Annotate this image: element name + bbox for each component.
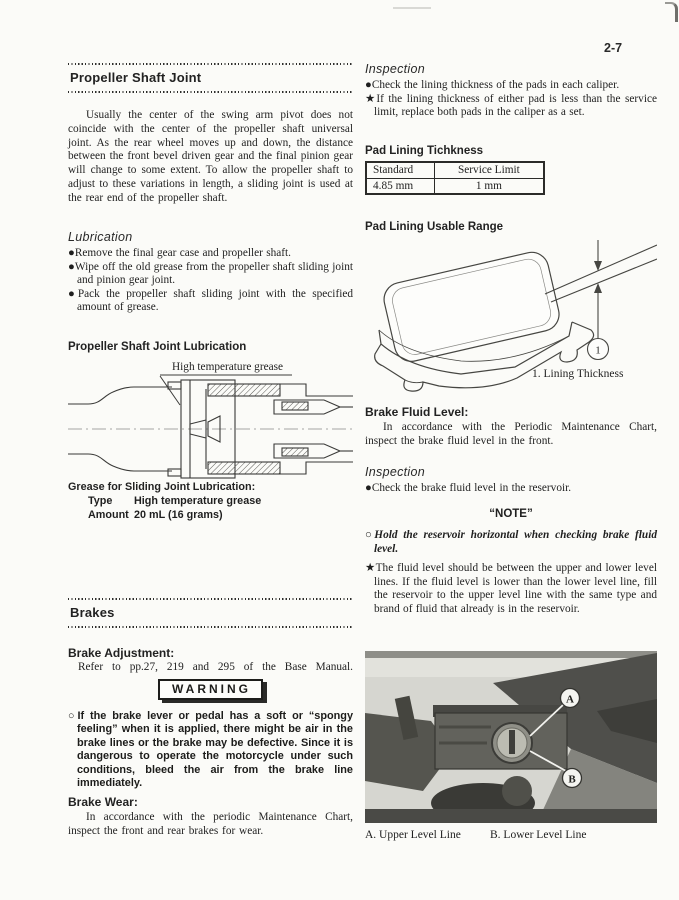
grease-spec-block	[68, 480, 353, 522]
brake-adjustment-body: Refer to pp.27, 219 and 295 of the Base Manual.	[78, 661, 353, 673]
warning-badge: WARNING	[158, 679, 263, 700]
reservoir-photo	[365, 651, 657, 823]
list-item	[365, 93, 657, 120]
dot-bullet: ●	[365, 482, 372, 494]
circle-bullet: ○	[365, 529, 375, 541]
inspection-title-2: Inspection	[365, 465, 425, 479]
step-text: Check the brake fluid level in the reservoir.	[371, 482, 572, 494]
pad-diagram-caption: 1. Lining Thickness	[532, 368, 624, 380]
table-cell: 1 mm	[434, 178, 544, 194]
pad-diagram-title: Pad Lining Usable Range	[365, 221, 504, 233]
callout-1: 1	[595, 344, 601, 357]
warning-badge-wrap	[68, 679, 353, 700]
left-column	[68, 0, 353, 900]
section-propeller-shaft-joint-header	[68, 63, 353, 93]
section-title: Propeller Shaft Joint	[70, 70, 202, 85]
brake-fluid-body: In accordance with the Periodic Maintenance Chart, inspect the brake fluid level in the front.	[365, 421, 657, 447]
pad-lining-table	[365, 161, 545, 195]
step-text: Pack the propeller shaft sliding joint with the specified amount of grease.	[77, 287, 354, 314]
note-text: Hold the reservoir horizontal when checking brake fluid level.	[374, 529, 657, 555]
spec-value: 20 mL (16 grams)	[134, 509, 223, 521]
list-item	[68, 261, 353, 288]
spec-value: High temperature grease	[134, 495, 262, 507]
page-number: 2-7	[604, 41, 623, 55]
list-item	[68, 288, 353, 315]
spec-row	[68, 494, 353, 508]
photo-captions	[365, 829, 657, 841]
dot-bullet: ●	[68, 287, 78, 300]
brake-wear-body: In accordance with the periodic Maintenance Chart, inspect the front and rear brakes for wear.	[68, 811, 353, 837]
grease-label: High temperature grease	[172, 361, 284, 373]
pad-table-title: Pad Lining Tichkness	[365, 145, 484, 157]
inspection-steps-1	[365, 79, 657, 120]
section-title: Brakes	[70, 605, 115, 620]
warning-text: If the brake lever or pedal has a soft or “spongy feeling” when it is applied, there might be air in the brake lines or the brake may be defective. Since it is dangerous to operate the motorcycle under such conditions, bleed the air from the brake line immediately.	[77, 710, 354, 790]
propeller-shaft-diagram	[68, 356, 353, 480]
star-bullet: ★	[365, 562, 376, 574]
note-item	[365, 562, 657, 616]
dot-bullet: ●	[68, 247, 75, 259]
list-item	[68, 247, 353, 261]
dotted-rule	[68, 63, 353, 65]
grease-spec-title: Grease for Sliding Joint Lubrication:	[68, 481, 256, 493]
section-brakes-header	[68, 598, 353, 628]
callout-a: A	[566, 693, 574, 706]
spec-key: Amount	[88, 509, 129, 521]
dotted-rule	[68, 91, 353, 93]
table-header-cell: Standard	[366, 162, 434, 178]
step-text: Remove the final gear case and propeller shaft.	[74, 247, 291, 259]
inspection-step-2	[365, 482, 657, 496]
note-text: The fluid level should be between the upper and lower level lines. If the fluid level is lower than the lower level line, fill the reservoir to the upper level line with the same type and brand of fluid that already is in the reservoir.	[374, 562, 657, 615]
list-item	[365, 79, 657, 93]
circle-bullet: ○	[68, 710, 78, 722]
brake-adjustment-title: Brake Adjustment:	[68, 646, 175, 660]
table-cell: 4.85 mm	[366, 178, 434, 194]
dotted-rule	[68, 598, 353, 600]
step-text: If the lining thickness of either pad is less than the service limit, replace both pads in the caliper as a set.	[374, 92, 657, 119]
spec-row	[68, 508, 353, 522]
lubrication-steps	[68, 247, 353, 315]
note-item	[365, 529, 657, 556]
lubrication-title: Lubrication	[68, 230, 133, 244]
brake-wear-title: Brake Wear:	[68, 795, 138, 809]
caption-upper-level: A. Upper Level Line	[365, 829, 461, 841]
dot-bullet: ●	[365, 79, 372, 91]
spec-key: Type	[88, 495, 113, 507]
caption-lower-level: B. Lower Level Line	[490, 829, 587, 841]
step-text: Check the lining thickness of the pads in each caliper.	[371, 79, 620, 91]
dot-bullet: ●	[68, 260, 75, 273]
star-bullet: ★	[365, 92, 377, 105]
callout-b: B	[568, 773, 576, 786]
table-row	[366, 178, 544, 194]
shaft-diagram-title: Propeller Shaft Joint Lubrication	[68, 341, 247, 353]
warning-paragraph	[68, 710, 353, 790]
table-header-cell: Service Limit	[434, 162, 544, 178]
dotted-rule	[68, 626, 353, 628]
step-text: Wipe off the old grease from the propeller shaft sliding joint and pinion gear joint.	[74, 260, 353, 287]
inspection-title-1: Inspection	[365, 62, 425, 76]
right-column	[365, 0, 657, 900]
brake-fluid-title: Brake Fluid Level:	[365, 405, 469, 419]
note-title: “NOTE”	[489, 508, 533, 520]
propeller-shaft-paragraph: Usually the center of the swing arm pivot does not coincide with the center of the propeller shaft universal joint. As the rear wheel moves up and down, the distance between the front bevel driven gear and the final pinion gear will change to some extent. To allow the propeller shaft to adjust to these variations in length, a sliding joint is used at the rear end of the propeller shaft.	[68, 109, 353, 204]
scan-artifact-corner	[665, 2, 678, 22]
